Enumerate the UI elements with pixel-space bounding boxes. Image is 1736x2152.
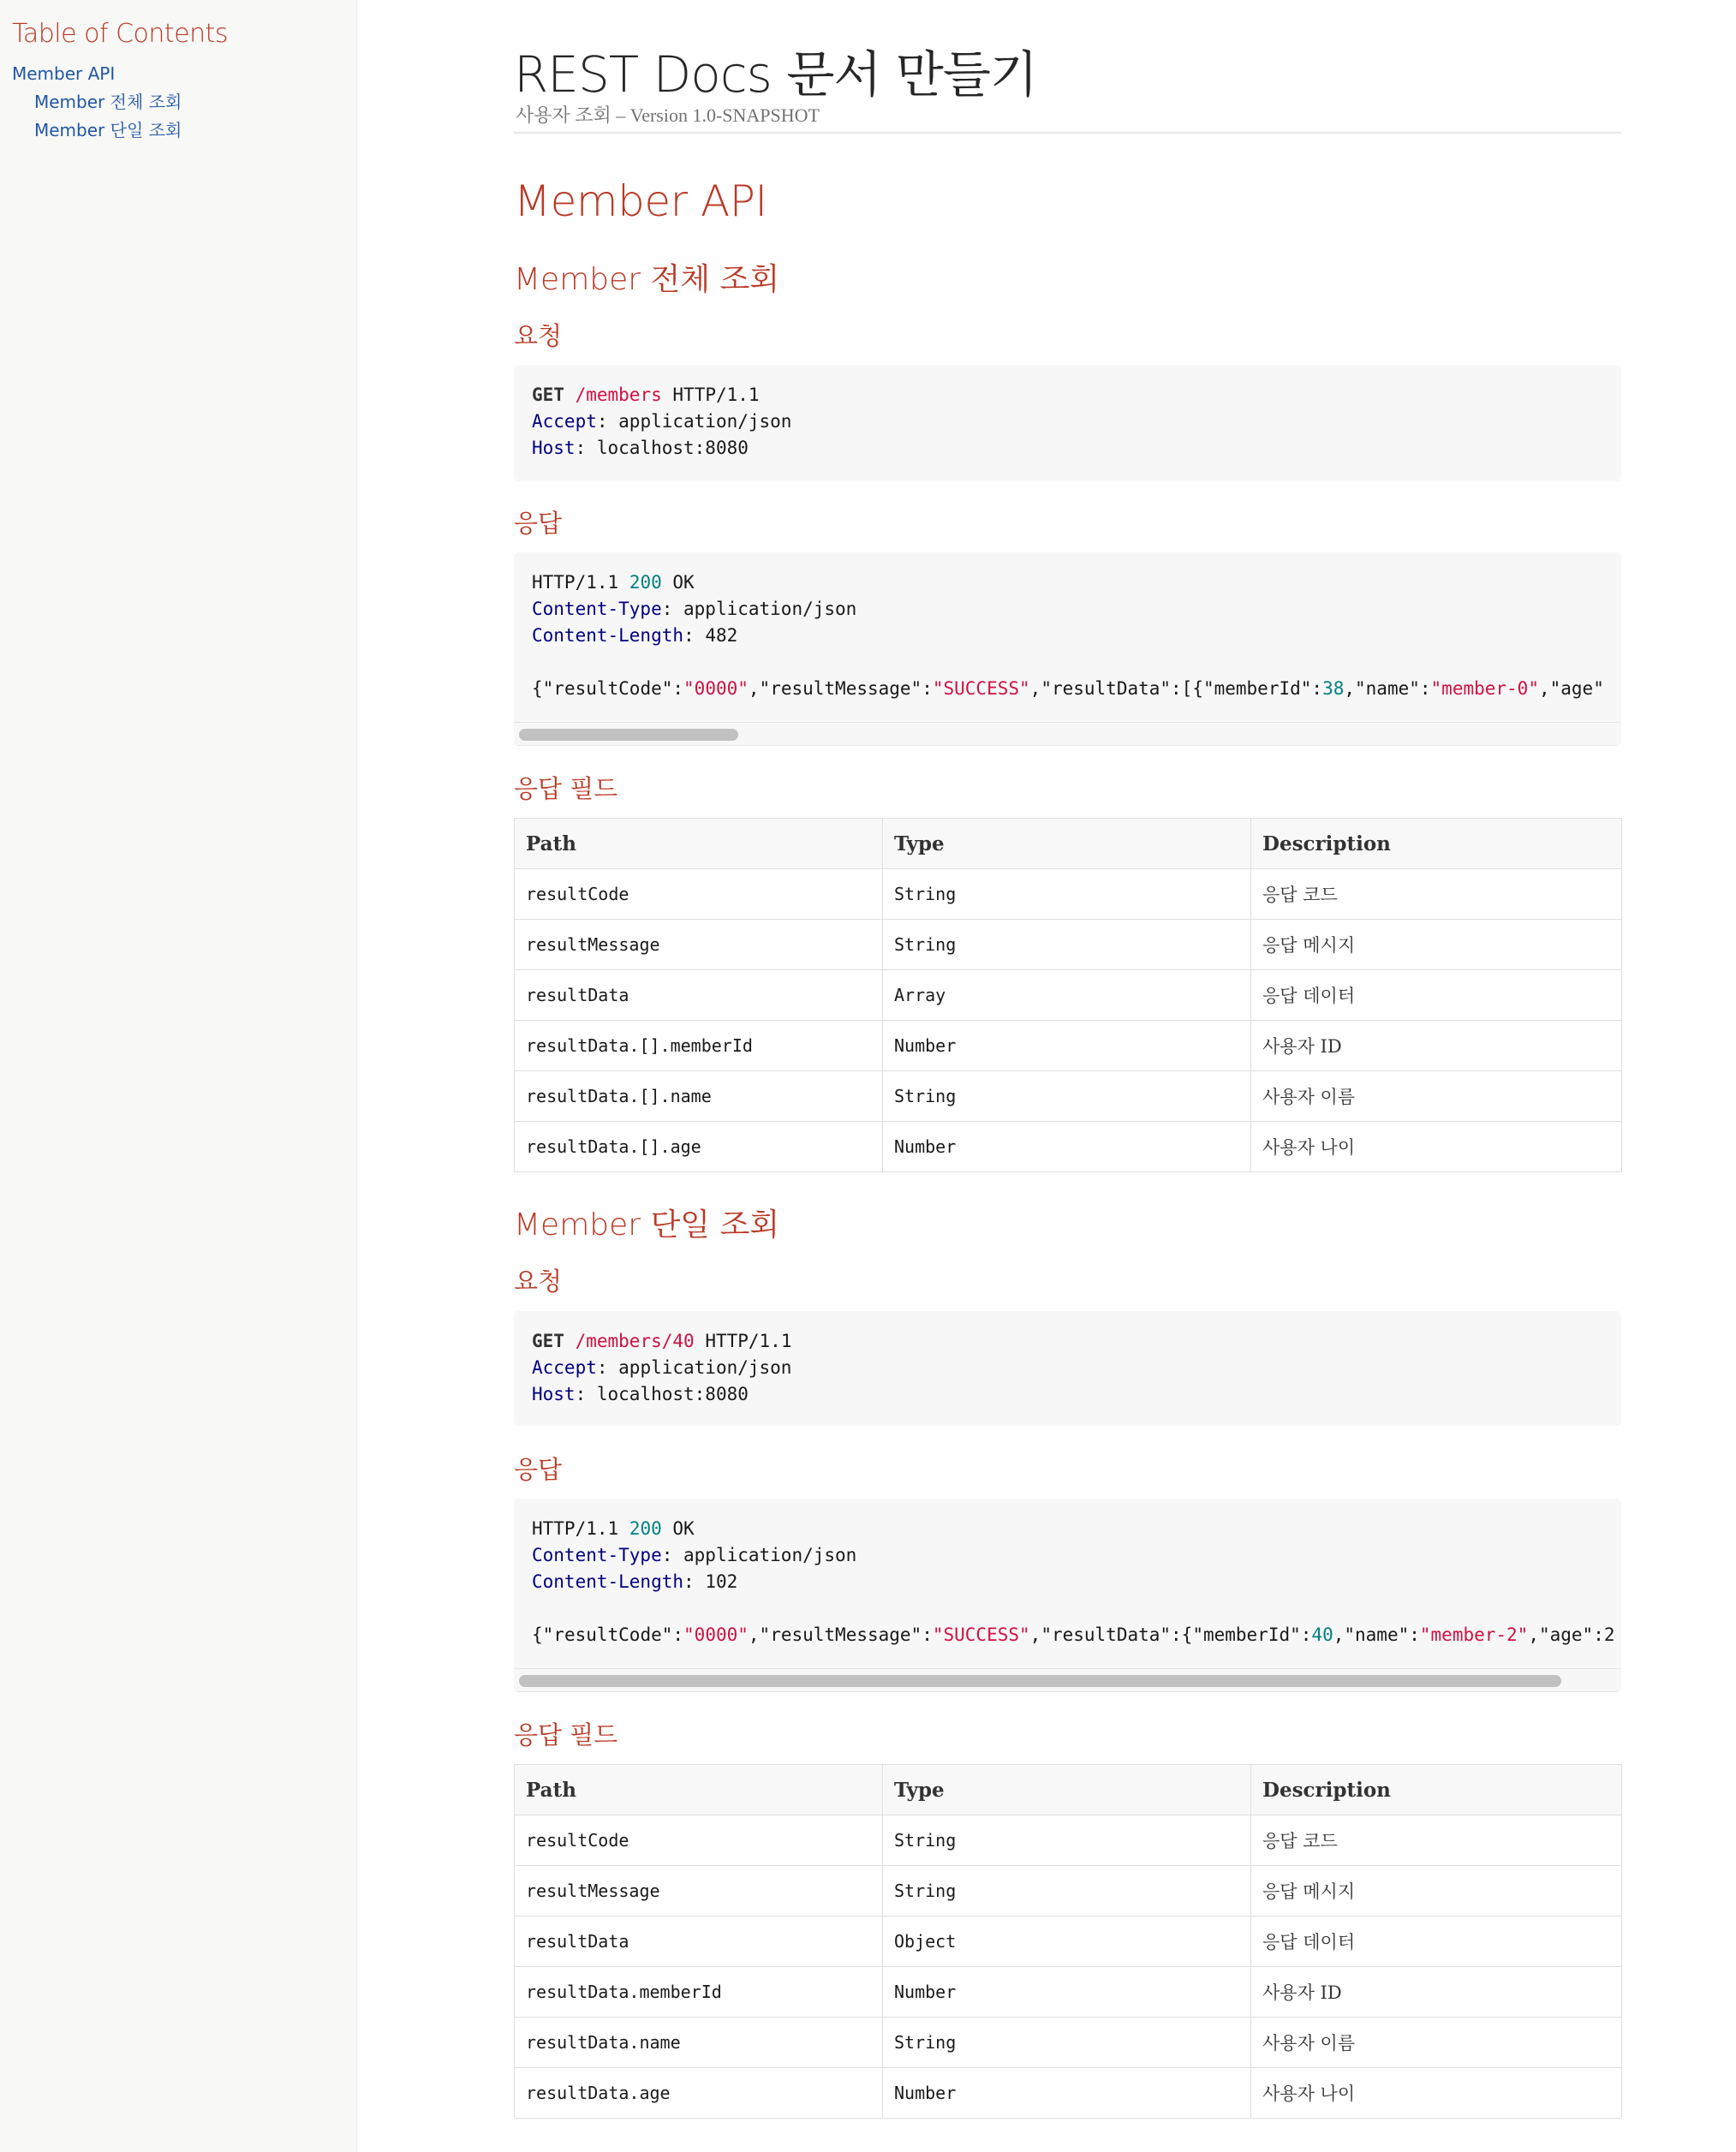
json-string: "0000" bbox=[683, 1624, 749, 1645]
header-value: application/json bbox=[618, 1357, 792, 1378]
header-name: Host bbox=[532, 1384, 576, 1404]
json-punct: "resultMessage" bbox=[759, 1624, 922, 1645]
response-body bbox=[532, 678, 1604, 699]
column-header: Description bbox=[1251, 819, 1622, 869]
json-punct: "resultCode" bbox=[542, 678, 673, 699]
json-punct: , bbox=[1344, 678, 1356, 699]
request-method: GET bbox=[532, 1331, 564, 1351]
field-description: 사용자 나이 bbox=[1251, 1122, 1622, 1172]
field-path: resultMessage bbox=[515, 1866, 883, 1917]
scrollbar-thumb[interactable] bbox=[519, 1675, 1561, 1687]
field-description: 응답 데이터 bbox=[1251, 970, 1622, 1021]
field-description: 응답 데이터 bbox=[1251, 1917, 1622, 1967]
table-row bbox=[515, 2068, 1622, 2119]
field-path: resultData bbox=[515, 1917, 883, 1967]
response-protocol: HTTP/1.1 bbox=[532, 1518, 619, 1539]
status-code: 200 bbox=[629, 572, 662, 593]
response-heading: 응답 bbox=[514, 1455, 563, 1484]
table-row bbox=[515, 1815, 1622, 1866]
field-description: 사용자 이름 bbox=[1251, 1071, 1622, 1122]
json-punct: , bbox=[748, 1624, 760, 1645]
json-punct: : bbox=[672, 1624, 684, 1645]
status-code: 200 bbox=[629, 1518, 662, 1539]
field-type: Number bbox=[883, 1967, 1251, 2018]
field-description: 사용자 나이 bbox=[1251, 2068, 1622, 2119]
json-string: "0000" bbox=[683, 678, 749, 699]
request-uri: /members bbox=[575, 384, 662, 405]
page-title: REST Docs 문서 만들기 bbox=[514, 45, 1037, 104]
field-type: Number bbox=[883, 1021, 1251, 1071]
json-punct: "resultMessage" bbox=[759, 678, 922, 699]
json-punct: : bbox=[1311, 678, 1323, 699]
toc-list bbox=[12, 60, 356, 145]
field-path: resultMessage bbox=[515, 920, 883, 970]
field-description: 응답 메시지 bbox=[1251, 920, 1622, 970]
json-punct: "memberId" bbox=[1202, 678, 1312, 699]
table-row bbox=[515, 869, 1622, 920]
field-path: resultCode bbox=[515, 869, 883, 920]
response-heading: 응답 bbox=[514, 509, 563, 538]
fields-heading: 응답 필드 bbox=[514, 1720, 618, 1750]
header-value: application/json bbox=[618, 411, 792, 432]
table-row bbox=[515, 1122, 1622, 1172]
field-type: Object bbox=[883, 1917, 1251, 1967]
json-punct: : bbox=[922, 1624, 933, 1645]
field-path: resultData.memberId bbox=[515, 1967, 883, 2018]
header-name: Content-Type bbox=[532, 1545, 662, 1565]
header-divider bbox=[514, 132, 1621, 134]
http-response: HTTP/1.1 200 OK Content-Type: application/json Content-Length: 482 {"resultCode":"0000","resultMessage":"SUCCESS","resultData":[{"memberId":38,"name":"member-0","age" bbox=[532, 572, 1604, 699]
field-path: resultData.age bbox=[515, 2068, 883, 2119]
json-punct: :2 bbox=[1593, 1624, 1615, 1645]
json-punct: : bbox=[1409, 1624, 1420, 1645]
horizontal-scrollbar[interactable] bbox=[514, 1668, 1621, 1692]
column-header: Type bbox=[883, 819, 1251, 869]
field-type: String bbox=[883, 920, 1251, 970]
request-code-block bbox=[514, 1311, 1621, 1426]
json-punct: : bbox=[1300, 1624, 1312, 1645]
json-punct: "name" bbox=[1355, 678, 1420, 699]
status-text: OK bbox=[672, 572, 695, 593]
table-header-row bbox=[515, 1765, 1622, 1815]
field-type: String bbox=[883, 869, 1251, 920]
header-value: application/json bbox=[683, 1545, 857, 1565]
toc-link-member-api[interactable]: Member API bbox=[12, 63, 116, 84]
subsection-title: Member 전체 조회 bbox=[514, 262, 780, 297]
header-name: Content-Type bbox=[532, 599, 662, 619]
field-description: 사용자 ID bbox=[1251, 1021, 1622, 1071]
json-punct: { bbox=[532, 678, 543, 699]
field-type: Array bbox=[883, 970, 1251, 1021]
request-protocol: HTTP/1.1 bbox=[705, 1331, 792, 1351]
column-header: Path bbox=[515, 819, 883, 869]
response-code-block bbox=[514, 1499, 1621, 1692]
horizontal-scrollbar[interactable] bbox=[514, 722, 1621, 746]
table-row bbox=[515, 1021, 1622, 1071]
toc-item bbox=[12, 60, 356, 145]
json-string: "SUCCESS" bbox=[932, 678, 1030, 699]
json-punct: , bbox=[1528, 1624, 1539, 1645]
json-punct: : bbox=[1419, 678, 1431, 699]
table-row bbox=[515, 970, 1622, 1021]
field-path: resultData.[].memberId bbox=[515, 1021, 883, 1071]
header-name: Accept bbox=[532, 1357, 597, 1378]
header-name: Content-Length bbox=[532, 625, 684, 646]
request-method: GET bbox=[532, 384, 564, 405]
json-punct: "resultCode" bbox=[542, 1624, 673, 1645]
json-punct: { bbox=[532, 1624, 543, 1645]
field-description: 사용자 ID bbox=[1251, 1967, 1622, 2018]
json-punct: "name" bbox=[1344, 1624, 1410, 1645]
json-punct: , bbox=[1029, 678, 1041, 699]
http-request: GET /members/40 HTTP/1.1 Accept: application/json Host: localhost:8080 bbox=[532, 1331, 792, 1404]
column-header: Type bbox=[883, 1765, 1251, 1815]
json-punct: : bbox=[922, 678, 933, 699]
field-type: Number bbox=[883, 1122, 1251, 1172]
json-punct: "age" bbox=[1538, 1624, 1594, 1645]
table-row bbox=[515, 1967, 1622, 2018]
header-value: application/json bbox=[683, 599, 857, 619]
field-type: String bbox=[883, 1866, 1251, 1917]
field-type: Number bbox=[883, 2068, 1251, 2119]
json-string: "member-0" bbox=[1430, 678, 1539, 699]
request-uri: /members/40 bbox=[575, 1331, 695, 1351]
json-punct: "memberId" bbox=[1192, 1624, 1301, 1645]
toc-item bbox=[34, 116, 356, 145]
json-string: "SUCCESS" bbox=[932, 1624, 1030, 1645]
field-description: 응답 코드 bbox=[1251, 1815, 1622, 1866]
json-punct: , bbox=[1029, 1624, 1041, 1645]
toc-item bbox=[34, 88, 356, 116]
field-type: String bbox=[883, 2018, 1251, 2068]
table-row bbox=[515, 1866, 1622, 1917]
header-value: 482 bbox=[705, 625, 738, 646]
table-row bbox=[515, 1917, 1622, 1967]
json-string: "member-2" bbox=[1419, 1624, 1529, 1645]
field-path: resultCode bbox=[515, 1815, 883, 1866]
table-of-contents bbox=[0, 0, 357, 2152]
http-response: HTTP/1.1 200 OK Content-Type: application/json Content-Length: 102 {"resultCode":"0000","resultMessage":"SUCCESS","resultData":{"memberId":40,"name":"member-2","age":2 bbox=[532, 1518, 1615, 1645]
document-details: 사용자 조회 – Version 1.0-SNAPSHOT bbox=[516, 104, 820, 126]
json-punct: , bbox=[748, 678, 760, 699]
status-text: OK bbox=[672, 1518, 695, 1539]
http-request: GET /members HTTP/1.1 Accept: application/json Host: localhost:8080 bbox=[532, 384, 792, 458]
toc-title: Table of Contents bbox=[12, 19, 229, 49]
header-value: localhost:8080 bbox=[596, 1384, 749, 1404]
header-name: Host bbox=[532, 438, 576, 458]
toc-link-member-single[interactable]: Member 단일 조회 bbox=[34, 120, 182, 140]
json-punct: : bbox=[672, 678, 684, 699]
table-row bbox=[515, 920, 1622, 970]
toc-sublist bbox=[12, 88, 356, 145]
response-protocol: HTTP/1.1 bbox=[532, 572, 619, 593]
field-type: String bbox=[883, 1815, 1251, 1866]
json-punct: "resultData" bbox=[1041, 1624, 1172, 1645]
json-punct: , bbox=[1538, 678, 1550, 699]
response-body bbox=[532, 1624, 1615, 1645]
field-path: resultData bbox=[515, 970, 883, 1021]
field-path: resultData.[].age bbox=[515, 1122, 883, 1172]
table-row bbox=[515, 1071, 1622, 1122]
json-punct: "age" bbox=[1549, 678, 1604, 699]
subsection-title: Member 단일 조회 bbox=[514, 1207, 780, 1243]
header-value: localhost:8080 bbox=[596, 438, 749, 458]
json-number: 40 bbox=[1311, 1624, 1333, 1645]
request-code-block bbox=[514, 365, 1621, 481]
response-fields-table bbox=[514, 1764, 1622, 2119]
column-header: Description bbox=[1251, 1765, 1622, 1815]
response-code-block bbox=[514, 552, 1621, 746]
json-punct: :[{ bbox=[1171, 678, 1203, 699]
column-header: Path bbox=[515, 1765, 883, 1815]
field-path: resultData.[].name bbox=[515, 1071, 883, 1122]
field-description: 사용자 이름 bbox=[1251, 2018, 1622, 2068]
request-heading: 요청 bbox=[514, 321, 563, 350]
table-header-row bbox=[515, 819, 1622, 869]
header-name: Content-Length bbox=[532, 1571, 684, 1592]
json-number: 38 bbox=[1322, 678, 1345, 699]
fields-heading: 응답 필드 bbox=[514, 774, 618, 803]
response-fields-table bbox=[514, 818, 1622, 1172]
table-row bbox=[515, 2018, 1622, 2068]
section-title: Member API bbox=[514, 176, 767, 226]
field-path: resultData.name bbox=[515, 2018, 883, 2068]
json-punct: , bbox=[1333, 1624, 1345, 1645]
field-description: 응답 코드 bbox=[1251, 869, 1622, 920]
toc-link-member-list[interactable]: Member 전체 조회 bbox=[34, 92, 182, 112]
request-protocol: HTTP/1.1 bbox=[672, 384, 760, 405]
request-heading: 요청 bbox=[514, 1267, 563, 1296]
json-punct: "resultData" bbox=[1041, 678, 1172, 699]
header-value: 102 bbox=[705, 1571, 738, 1592]
field-description: 응답 메시지 bbox=[1251, 1866, 1622, 1917]
field-type: String bbox=[883, 1071, 1251, 1122]
json-punct: :{ bbox=[1171, 1624, 1193, 1645]
header-name: Accept bbox=[532, 411, 597, 432]
scrollbar-thumb[interactable] bbox=[519, 729, 738, 741]
